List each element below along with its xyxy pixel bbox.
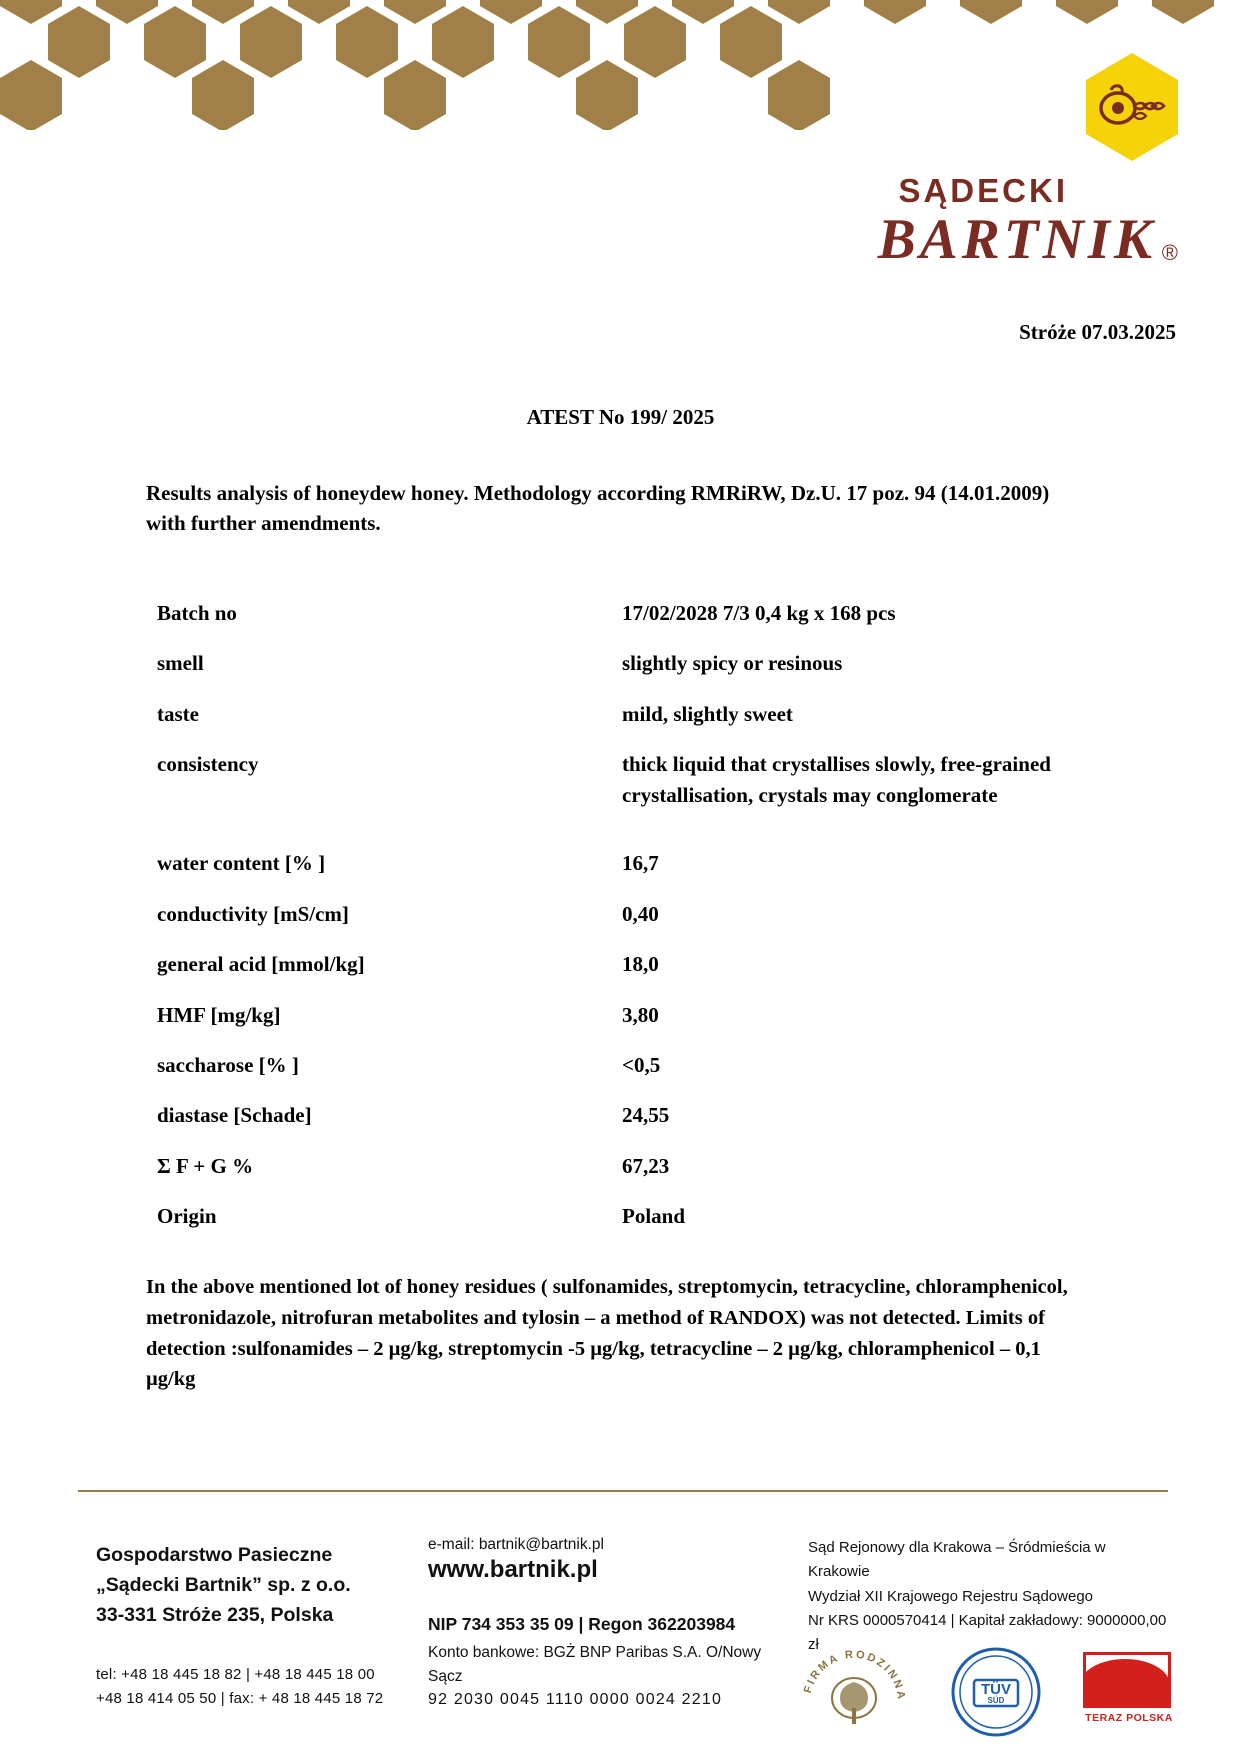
table-row — [157, 899, 1097, 929]
row-label: general acid [mmol/kg] — [157, 952, 365, 977]
row-value: mild, slightly sweet — [622, 701, 793, 726]
company-line-1: Gospodarstwo Pasieczne — [96, 1544, 333, 1566]
row-label: water content [% ] — [157, 851, 326, 876]
firma-rodzinna-badge — [800, 1644, 908, 1744]
table-row — [157, 1050, 1097, 1080]
honeycomb-cell — [384, 78, 446, 114]
table-row — [157, 1201, 1097, 1231]
row-value: 0,40 — [622, 901, 659, 926]
row-value: <0,5 — [622, 1052, 661, 1077]
row-label: consistency — [157, 752, 259, 777]
footer-badges — [800, 1638, 1180, 1748]
table-row — [157, 1100, 1097, 1130]
place-date: Stróże 07.03.2025 — [1019, 320, 1176, 344]
row-label: Σ F + G % — [157, 1153, 254, 1178]
honeycomb-cell — [48, 24, 110, 60]
honeycomb-cell — [192, 78, 254, 114]
company-line-3: 33-331 Stróże 235, Polska — [96, 1604, 334, 1627]
residues-note: In the above mentioned lot of honey residues ( sulfonamides, streptomycin, tetracycline, chloramphenicol, metronidazole, nitrofuran metabolites and tylosin – a method of RANDOX) was not detected. Limits of detection :sulfonamides – 2 µg/kg, streptomycin -5 µg/kg, tetracycline – 2 µg/kg, chloramphenicol – 0,1 µg/kg — [146, 1276, 1068, 1391]
honeycomb-cell — [624, 24, 686, 60]
table-row — [157, 1151, 1097, 1181]
row-value: 24,55 — [622, 1103, 670, 1128]
row-label: saccharose [% ] — [157, 1052, 299, 1077]
registered-mark: ® — [1161, 240, 1178, 265]
court-line-1: Sąd Rejonowy dla Krakowa – Śródmieścia w Krakowie — [808, 1539, 1106, 1581]
honeycomb-cell — [336, 24, 398, 60]
row-value: slightly spicy or resinous — [622, 651, 843, 676]
results-table — [157, 598, 1097, 1252]
table-row — [157, 949, 1097, 979]
honeycomb-cell — [0, 78, 62, 114]
honeycomb-cell — [576, 78, 638, 114]
footer — [0, 1510, 1241, 1755]
table-row — [157, 1000, 1097, 1030]
bank-account-number: 92 2030 0045 1110 0000 0024 2210 — [428, 1691, 723, 1709]
email-text[interactable]: e-mail: bartnik@bartnik.pl — [428, 1536, 604, 1553]
row-value: Poland — [622, 1204, 686, 1229]
honeycomb-cell — [720, 24, 782, 60]
honeycomb-cell — [864, 0, 926, 6]
table-row — [157, 648, 1097, 678]
company-line-2: „Sądecki Bartnik” sp. z o.o. — [96, 1574, 351, 1597]
footer-divider — [78, 1490, 1168, 1492]
teraz-polska-badge — [1083, 1652, 1175, 1732]
bank-label: Konto bankowe: BGŻ BNP Paribas S.A. O/Nowy Sącz — [428, 1644, 762, 1686]
nip-regon: NIP 734 353 35 09 | Regon 362203984 — [428, 1614, 736, 1634]
row-label: diastase [Schade] — [157, 1103, 312, 1128]
row-label: HMF [mg/kg] — [157, 1002, 281, 1027]
row-value: 67,23 — [622, 1153, 670, 1178]
row-label: Origin — [157, 1204, 217, 1229]
row-label: conductivity [mS/cm] — [157, 901, 349, 926]
table-row — [157, 598, 1097, 628]
svg-text:TÜV: TÜV — [981, 1681, 1011, 1698]
honeycomb-cell — [1152, 0, 1214, 6]
table-row — [157, 749, 1097, 810]
phone-line-1: tel: +48 18 445 18 82 | +48 18 445 18 00 — [96, 1665, 375, 1683]
row-value: 16,7 — [622, 851, 659, 876]
methodology-paragraph: Results analysis of honeydew honey. Methodology according RMRiRW, Dz.U. 17 poz. 94 (14.01.2009) with further amendments. — [146, 481, 1050, 536]
footer-company-block — [96, 1540, 386, 1711]
court-line-2: Wydział XII Krajowego Rejestru Sądowego — [808, 1587, 1094, 1605]
row-value: thick liquid that crystallises slowly, free-grained crystallisation, crystals may conglomerate — [622, 752, 1051, 807]
row-value: 3,80 — [622, 1002, 659, 1027]
bee-icon — [1094, 84, 1168, 130]
honeycomb-cell — [240, 24, 302, 60]
table-row — [157, 699, 1097, 729]
company-logo — [876, 62, 1186, 271]
honeycomb-cell — [768, 78, 830, 114]
svg-text:SÜD: SÜD — [987, 1696, 1005, 1705]
table-row — [157, 848, 1097, 878]
row-value: 18,0 — [622, 952, 659, 977]
footer-contact-block — [428, 1536, 768, 1709]
honeycomb-cell — [432, 24, 494, 60]
tuv-sud-badge — [950, 1646, 1042, 1738]
phone-line-2: +48 18 414 05 50 | fax: + 48 18 445 18 72 — [96, 1689, 384, 1707]
brand-name-top: SĄDECKI — [898, 172, 1068, 209]
teraz-polska-label: TERAZ POLSKA — [1085, 1712, 1173, 1724]
row-label: Batch no — [157, 601, 237, 625]
court-line-3: Nr KRS 0000570414 | Kapitał zakładowy: 9000000,00 zł — [808, 1611, 1167, 1654]
brand-name-bottom: BARTNIK — [877, 208, 1156, 271]
svg-text:FIRMA RODZINNA: FIRMA RODZINNA — [801, 1648, 908, 1702]
row-label: taste — [157, 701, 199, 726]
honeycomb-cell — [528, 24, 590, 60]
row-value: 17/02/2028 7/3 0,4 kg x 168 pcs — [622, 601, 896, 625]
website-link[interactable]: www.bartnik.pl — [428, 1556, 598, 1583]
page-title: ATEST No 199/ 2025 — [526, 405, 715, 429]
row-label: smell — [157, 651, 204, 676]
honeycomb-cell — [144, 24, 206, 60]
honeycomb-cell — [960, 0, 1022, 6]
honeycomb-cell — [1056, 0, 1118, 6]
